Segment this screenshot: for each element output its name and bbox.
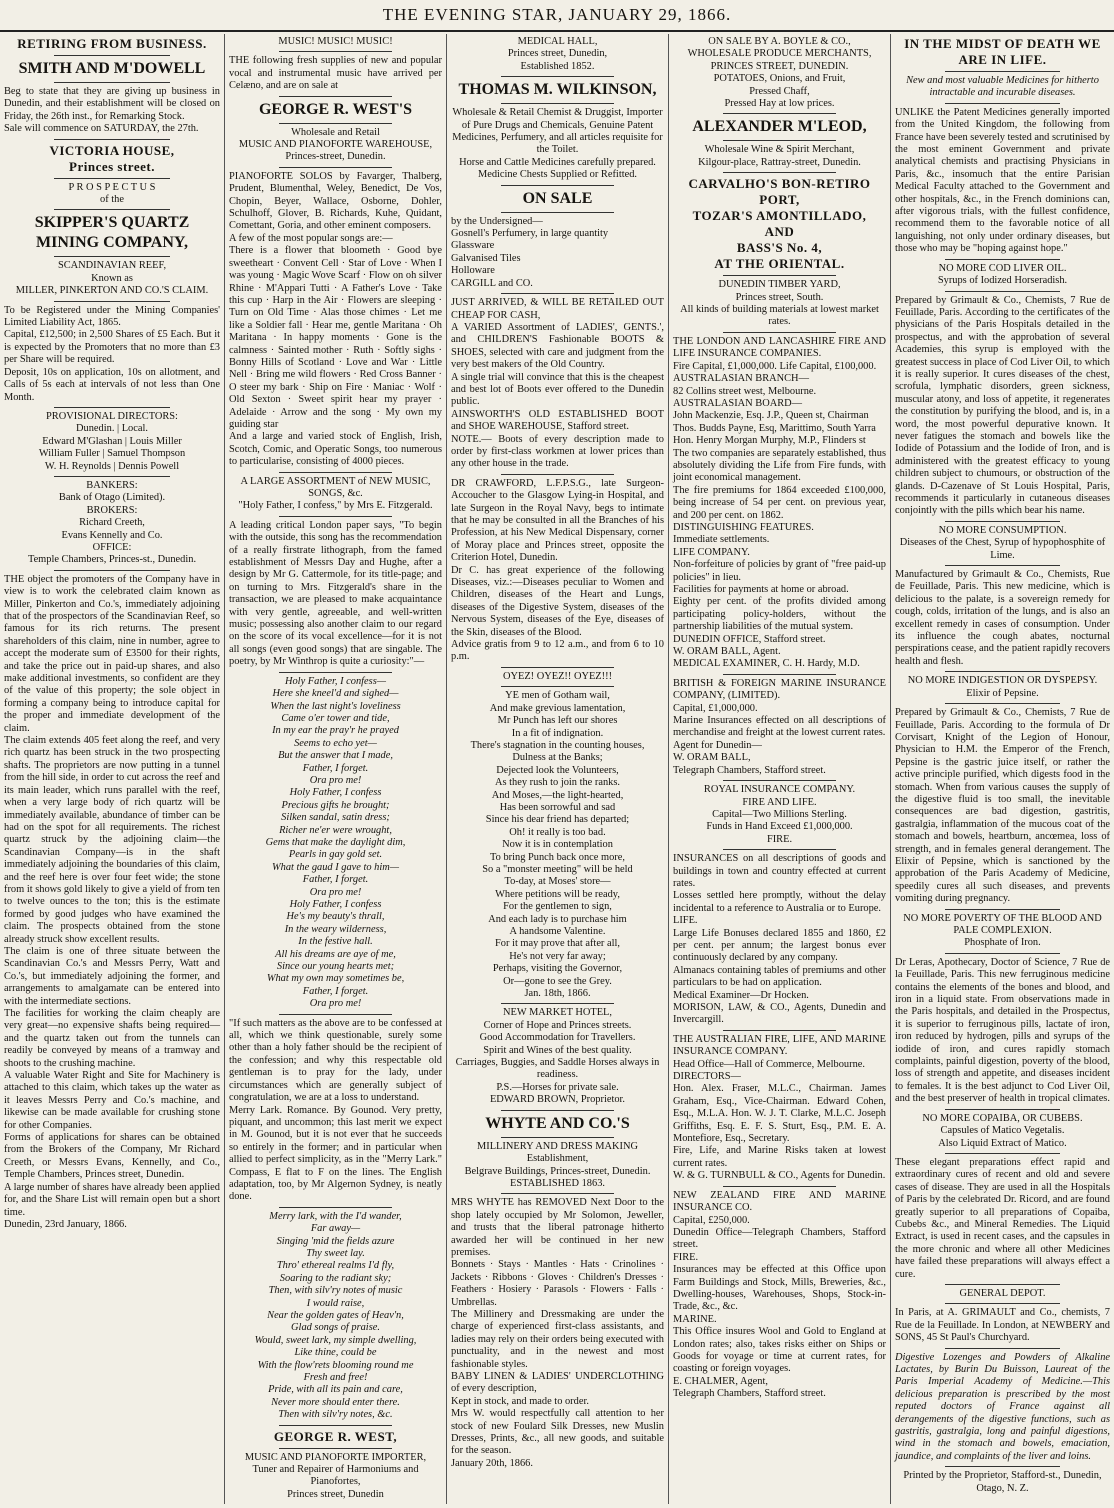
newspaper-columns [0,34,1114,1504]
article-block: DUNEDIN TIMBER YARD, Princes street, South. All kinds of building materials at lowest market rates. [680,279,879,328]
article-block: GENERAL DEPOT. [959,1287,1046,1299]
column-3 [447,34,669,1504]
column-rule [723,674,836,675]
article-block: THE AUSTRALIAN FIRE, LIFE, AND MARINE INSURANCE COMPANY. Head Office—Hall of Commerce, Melbourne. DIRECTORS— Hon. Alex. Fraser, M.L.C., Chairman. James Graham, Esq., Vice-Chairman. Edward Cohen, Esq., M.L.A. Hon. W. J. T. Clarke, M.L.C. Joseph Griffiths, Esq. E. F. S. Sturt, Esq., P.M. E. A. Montefiore, Esq., Secretary. Fire, Life, and Marine Risks taken at lowest current rates. W. & G. TURNBULL & CO., Agents for Dunedin. [673,1033,886,1182]
column-rule [501,1137,614,1138]
article-block: BRITISH & FOREIGN MARINE INSURANCE COMPANY, (LIMITED). Capital, £1,000,000. Marine Insurances effected on all descriptions of merchandise and freight at the lowest current rates. Agent for Dunedin— W. ORAM BALL, Telegraph Chambers, Stafford street. [673,677,886,776]
column-rule [279,96,392,97]
article-block: YE men of Gotham wail, And make grevious lamentation, Mr Punch has left our shores In a fit of indignation. There's stagnation in the counting houses, Dulness at the Banks; Dejected look the Volunteers, As they rush to join the ranks. And Moses,—the light-hearted, Has been sorrowful and sad Since his dear friend has departed; Oh! it really is too bad. Now it is in contemplation To bring Punch back once more, So a "monster meeting" will be held To-day, at Moses' store— Where petitions will be ready, For the gentlemen to sign, And each lady is to purchase him A handsome Valentine. For it may prove that after all, He's not very far away; Perhaps, visiting the Governor, Or—gone to see the Grey. Jan. 18th, 1866. [470,690,645,1000]
column-rule [279,472,392,473]
article-block: PIANOFORTE SOLOS by Favarger, Thalberg, Prudent, Blumenthal, Weley, Benedict, De Vos, Chopin, Beyer, Wallace, Osborne, Dohler, Schulhoff, Glover, B. Richards, Kuhe, Quidant, Comettant, Goria, and other eminent composers. A few of the most popular songs are:— There is a flower that bloometh · Good bye sweetheart · Convent Cell · Star of Love · When I was young · Magic Wove Scarf · Flow on oh silver Rhine · M'Appari Tutti · A Father's Love · Take this cup · Harp in the Air · Flowers are sleeping · Turn on Old Time · Alas those chimes · Let me like a Soldier fall · Hear me, gentle Maritana · Oh Maritana · In happy moments · Gone is the calmness · Sainted mother · Ruth · Softly sighs · Bonny Hills of Scotland · Love and War · Little Nell · Bring me wild flowers · Red Cross Banner · O steer my bark · Ship on Fire · Maniac · Wolf · Old Sexton · Sweet spirit hear my prayer · Adelaide · Arrow and the song · My own my guiding star And a large and varied stock of English, Irish, Scotch, Comic, and Operatic Songs, too numerous to particularise, consisting of 4000 pieces. [229,170,442,468]
article-block: NO MORE COPAIBA, OR CUBEBS. Capsules of Matico Vegetalis. Also Liquid Extract of Matico. [922,1112,1083,1149]
column-rule [501,76,614,77]
article-block: A leading critical London paper says, "To begin with the outside, this song has the recommendation of a really firstrate lithograph, from the famed establishment of Messrs Day and Hughe, after a design by Mr G. Cattermole, for its title-page; and on turning to Mrs. Fitzgerald's share in the transaction, we are pleased to make acquaintance with very gentle, agreeable, and well-written music; possessing also another claim to our regard on the score of its vocal excellence—for it is not all songs (even good songs) that are singable. The poetry, by Mr Winthrop is quite a curiosity:"— [229,519,442,668]
column-rule [945,259,1060,260]
column-rule [723,275,836,276]
article-block: Merry lark, with the I'd wander, Far away— Singing 'mid the fields azure Thy sweet lay. Thro' ethereal realms I'd fly, Soaring to the radiant sky; Then, with silv'ry notes of music I would raise, Near the golden gates of Heav'n, Glad songs of praise. Would, sweet lark, my simple dwelling, Like thine, could be With the flow'rets blooming round me Fresh and free! Pride, with all its pain and care, Never more should enter there. Then with silv'ry notes, &c. [254,1210,417,1421]
article-block: Wholesale and Retail MUSIC AND PIANOFORTE WAREHOUSE, Princes-street, Dunedin. [238,126,433,163]
column-rule [945,1348,1060,1349]
column-rule [723,332,836,333]
column-rule [501,185,614,186]
column-rule [279,516,392,517]
column-rule [279,123,392,124]
article-block: MILLINERY AND DRESS MAKING Establishment, Belgrave Buildings, Princes-street, Dunedin. ESTABLISHED 1863. [464,1140,651,1189]
column-rule [945,909,1060,910]
column-rule [945,291,1060,292]
column-rule [279,1425,392,1426]
article-block: ON SALE [522,189,593,207]
column-rule [54,55,170,56]
article-block: THE following fresh supplies of new and popular vocal and instrumental music have arrived per Celæno, and are on sale at [229,55,442,92]
column-rule [723,140,836,141]
article-block: ROYAL INSURANCE COMPANY. FIRE AND LIFE. Capital—Two Millions Sterling. Funds in Hand Exceed £1,000,000. FIRE. [703,784,856,845]
column-rule [501,212,614,213]
article-block: Wholesale & Retail Chemist & Druggist, Importer of Pure Drugs and Chemicals, Genuine Patent Medicines, Perfumery, and all articles requisite for the Toilet. Horse and Cattle Medicines carefully prepared. Medicine Chests Supplied or Refitted. [452,107,663,181]
column-rule [945,1153,1060,1154]
article-block: THOMAS M. WILKINSON, [458,81,657,99]
article-block: Holy Father, I confess— Here she kneel'd and sighed— When the last night's loveliness Came o'er tower and tide, In my ear the pray'r he prayed Seems to echo yet— But the answer that I made, Father, I forget. Ora pro me! Holy Father, I confess Precious gifts he brought; Silken sandal, satin dress; Richer ne'er were wrought, Gems that make the daylight dim, Pearls in gay gold set. What the gaud I gave to him— Father, I forget. Ora pro me! Holy Father, I confess He's my beauty's thrall, In the weary wilderness, In the festive hall. All his dreams are aye of me, Since our young hearts met; What my own may sometimes be, Father, I forget. Ora pro me! [265,675,406,1010]
article-block: NEW ZEALAND FIRE AND MARINE INSURANCE CO. Capital, £250,000. Dunedin Office—Telegraph Chambers, Stafford street. FIRE. Insurances may be effected at this Office upon Farm Buildings and Stock, Mills, Breweries, &c., Dwelling-houses, Warehouses, Shops, Stock-in-Trade, &c., &c. MARINE. This Office insures Wool and Gold to England at London rates; also, takes risks either on Ships or Goods for voyage or time at current rates, for coasting or foreign voyages. E. CHALMER, Agent, Telegraph Chambers, Stafford street. [673,1189,886,1400]
article-block: A LARGE ASSORTMENT of NEW MUSIC, SONGS, &c. "Holy Father, I confess," by Mrs E. Fitzgerald. [238,475,433,512]
article-block: RETIRING FROM BUSINESS. [17,36,207,51]
article-block: SMITH AND M'DOWELL [18,60,206,77]
article-block: CARVALHO'S BON-RETIRO PORT, TOZAR'S AMONTILLADO, AND BASS'S No. 4, AT THE ORIENTAL. [688,176,871,272]
column-rule [279,1207,392,1208]
column-rule [945,1284,1060,1285]
column-rule [723,1030,836,1031]
article-block: DR CRAWFORD, L.F.P.S.G., late Surgeon-Accoucher to the Glasgow Lying-in Hospital, and late Surgeon in the Royal Navy, begs to intimate that he may be consulted in all the Branches of his Profession, at his New Medical Dispensary, corner of Moray place and Princes street, opposite the Criterion Hotel, Dunedin. Dr C. has great experience of the following Diseases, viz.:—Diseases peculiar to Women and Children, diseases of the Heart and Lungs, diseases of the Digestive System, diseases of the Nervous System, diseases of the Eye, diseases of the Skin, diseases of the Blood. Advice gratis from 9 to 12 a.m., and from 6 to 10 p.m. [451,477,664,663]
article-block: UNLIKE the Patent Medicines generally imported from the United Kingdom, the following from France have been severely tested and scrutinised by the most eminent Government and private analytical chemists and practising Physicians in Paris, &c., insomuch that the entire Parisian Medical Faculty attached to the Government and other hospitals, &c., in the French dominions can, after vigorous trials, with the fullest confidence, recommend them to the favorable notice of all languishing, not only under ordinary diseases, but those who may be "hoping against hope." [895,106,1110,255]
article-block: OYEZ! OYEZ!! OYEZ!!! [502,670,613,682]
article-block: NO MORE INDIGESTION OR DYSPEPSY. Elixir of Pepsine. [907,675,1098,699]
article-block: THE object the promoters of the Company have in view is to work the celebrated claim known as Miller, Pinkerton and Co.'s, immediately adjoining that of the prospectors of the Scandinavian Reef, so famous for its rich returns. The present shareholders of this claim, nine in number, agree to accept the moderate sum of £3500 for their rights, and take the price out in paid-up shares, and also make additional investments, so confident are they of the value of this property; the sole object in forming a company being to introduce capital for the proper and immediate development of the claim. The claim extends 405 feet along the reef, and very rich quartz has been struck in the two prospecting shafts. The proprietors are now putting in a tunnel from the hill side, in order to cut across the reef and its main leader, which runs parallel with the reef, when a very large body of rich quartz will be immediately available, abundance of timber can be had on the spot for all requirements. The richest quartz struck by the adjoining claim—the Scandinavian Company—is in the shaft immediately adjoining the boundaries of this claim, and the reef here is over four feet wide; the stone from it shows gold likely to give a yield of from ten to twelve ounces to the ton; this is the estimate formed by good judges who have examined the claim. The prospects obtained from the stone already struck show excellent results. The claim is one of three situate between the Scandinavian Co.'s and Messrs Perry, Watt and Co.'s, but immediately adjoining the former, and arrangements to amalgamate can be entered into with the intermediate sections. The facilities for working the claim cheaply are very great—no expensive shafts being required—and the quartz taken out from the tunnels can readily be conveyed by means of a tramway and shoots to the crushing machine. A valuable Water Right and Site for Machinery is attached to this claim, which takes up the water as it leaves Messrs Perry and Co.'s machine, and likewise can be made available for crushing stone for other Companies. Forms of applications for shares can be obtained from the Brokers of the Company, Mr Richard Creeth, or Messrs Evans, Kennelly, and Co., Temple Chambers, Princes street, Dunedin. A large number of shares have already been applied for, and the Share List will remain open but a short time. Dunedin, 23rd January, 1866. [4,573,220,1230]
article-block: THE LONDON AND LANCASHIRE FIRE AND LIFE INSURANCE COMPANIES. Fire Capital, £1,000,000. Life Capital, £100,000. AUSTRALASIAN BRANCH— 82 Collins street west, Melbourne. AUSTRALASIAN BOARD— John Mackenzie, Esq. J.P., Queen st, Chairman Thos. Budds Payne, Esq, Marittimo, South Yarra Hon. Henry Morgan Murphy, M.P., Flinders st The two companies are separately established, thus absolutely dividing the Life from Fire funds, with joint economical management. The fire premiums for 1864 exceeded £100,000, being increase of 54 per cent. on previous year, and 200 per cent. on 1862. DISTINGUISHING FEATURES. Immediate settlements. LIFE COMPANY. Non-forfeiture of policies by grant of "free paid-up policies" in lieu. Facilities for payments at home or abroad. Eighty per cent. of the profits divided among participating policy-holders, without the partnership liabilities of the mutual system. DUNEDIN OFFICE, Stafford street. W. ORAM BALL, Agent. MEDICAL EXAMINER, C. H. Hardy, M.D. [673,335,886,670]
column-rule [279,1448,392,1449]
article-block: Beg to state that they are giving up business in Dunedin, and their establishment will be closed on Friday, the 26th inst., for Remarking Stock. Sale will commence on SATURDAY, the 27th. [4,86,220,135]
article-block: Prepared by Grimault & Co., Chemists, 7 Rue de Feuillade, Paris. According to the formula of Dr Corvisart, Knight of the Legion of Honour, Physician to H.M. the Emperor of the French, Pepsine is the gastric juice itself, or rather the active principle purified, which digests food in the stomach. When from various causes the supply of the digestive fluid is too small, the inevitable consequences are bad digestion, gastritis, gastralgia, inflammation of the mucous coat of the stomach and bowels, heartburn, ancœmea, loss of strength, and in females general derangement. The Elixir of Pepsine, which is sanctioned by the approbation of the Paris Academy of Medicine, speedily cures all such diseases, and prevents vomiting during pregnancy. [895,707,1110,905]
column-rule [945,521,1060,522]
article-block: Manufactured by Grimault & Co., Chemists, Rue de Feuillade, Paris. This new medicine, which is delicious to the palate, is a sovereign remedy for cough, colds, irritation of the lungs, and is also an excellent remedy in cases of consumption. Under its influence the cough abates, nocturnal perspirations cease, and the patient rapidly recovers health and flesh. [895,569,1110,667]
article-block: GEORGE R. WEST'S [258,100,413,118]
column-rule [723,780,836,781]
article-block: MRS WHYTE has REMOVED Next Door to the shop lately occupied by Mr Solomon, Jeweller, and trusts that the liberal patronage hitherto awarded her will be continued in her new premises. Bonnets · Stays · Mantles · Hats · Crinolines · Jackets · Ribbons · Gloves · Children's Dresses · Feathers · Hosiery · Parasols · Flowers · Falls · Umbrellas. The Millinery and Dressmaking are under the charge of experienced first-class assistants, and ladies may rely on their orders being executed with punctuality, and in the newest and most fashionable styles. BABY LINEN & LADIES' UNDERCLOTHING of every description, Kept in stock, and made to order. Mrs W. would respectfully call attention to her stock of new Foulard Silk Dresses, new Muslin Dresses, Prints, &c., all new goods, and suitable for the season. January 20th, 1866. [451,1197,664,1469]
column-rule [945,1109,1060,1110]
article-block: Wholesale Wine & Spirit Merchant, Kilgour-place, Rattray-street, Dunedin. [698,144,861,168]
article-block: To be Registered under the Mining Companies' Limited Liability Act, 1865. Capital, £12,500; in 2,500 Shares of £5 Each. But it is expected by the Promoters that no more than £3 per Share will be required. Deposit, 10s on application, 10s on allotment, and Calls of 5s each at intervals of not less than One Month. [4,304,220,403]
column-rule [279,51,392,52]
column-rule [945,71,1060,72]
article-block: BANKERS: Bank of Otago (Limited). BROKERS: Richard Creeth, Evans Kennelly and Co. OFFICE: Temple Chambers, Princes-st., Dunedin. [27,479,197,566]
column-rule [279,1014,392,1015]
article-block: SCANDINAVIAN REEF, Known as MILLER, PINKERTON AND CO.'S CLAIM. [15,260,209,297]
column-rule [501,293,614,294]
article-block: NO MORE POVERTY OF THE BLOOD AND PALE COMPLEXION. Phosphate of Iron. [903,912,1102,949]
column-rule [723,1186,836,1187]
article-block: MEDICAL HALL, Princes street, Dunedin, Established 1852. [507,36,608,72]
article-block: SKIPPER'S QUARTZ MINING COMPANY, [34,214,190,252]
masthead: THE EVENING STAR, JANUARY 29, 1866. [0,0,1114,32]
column-rule [945,565,1060,566]
article-block: JUST ARRIVED, & WILL BE RETAILED OUT CHEAP FOR CASH, A VARIED Assortment of LADIES', GENTS.', and CHILDREN'S Fashionable BOOTS & SHOES, selected with care and judgment from the very best makers of the Old Country. A single trial will convince that this is the cheapest and best lot of Boots ever offered to the Dunedin public. AINSWORTH'S OLD ESTABLISHED BOOT and SHOE WAREHOUSE, Stafford street. NOTE.— Boots of every description made to order by first-class workmen at lower prices than any other house in the trade. [451,297,664,470]
article-block: New and most valuable Medicines for hitherto intractable and incurable diseases. [906,75,1099,99]
column-rule [945,671,1060,672]
article-block: P R O S P E C T U S of the [68,181,156,206]
column-rule [54,301,170,302]
article-block: NO MORE CONSUMPTION. Diseases of the Chest, Syrup of hypophosphite of Lime. [899,524,1106,561]
article-block: Prepared by Grimault & Co., Chemists, 7 Rue de Feuillade, Paris. According to the certificates of the physicians of the Paris Hospitals detailed in the prospectus, and with the approbation of several Academies, this syrup is employed with the greatest success in place of Cod Liver Oil, to which it is really superior. It cures diseases of the chest, scrofula, lymphatic disorders, green sickness, muscular atony, and loss of appetite, it regenerates the constitution by purifying the blood, and is, in a word, the most powerful depurative known. It never fatigues the stomach and bowels like the Iodide of Potassium and the Iodide of Iron, and is administered with the greatest efficacy to young children subject to chumours, or obstruction of the glands. D-Cazenave of St Louis Hospital, Paris, recommends it particularly in cutaneous diseases conjointly with the pills which bear his name. [895,294,1110,517]
column-2 [225,34,447,1504]
column-rule [54,570,170,571]
column-rule [945,1303,1060,1304]
column-4 [669,34,891,1504]
article-block: MUSIC AND PIANOFORTE IMPORTER, Tuner and Repairer of Harmoniums and Pianofortes, Princes street, Dunedin [244,1451,427,1500]
column-rule [54,407,170,408]
article-block: IN THE MIDST OF DEATH WE ARE IN LIFE. [904,36,1101,67]
column-rule [54,256,170,257]
article-block: by the Undersigned— Gosnell's Perfumery, in large quantity Glassware Galvanised Tiles Holloware CARGILL and CO. [451,215,609,289]
article-block: NO MORE COD LIVER OIL. Syrups of Iodized Horseradish. [937,262,1068,287]
article-block: ALEXANDER M'LEOD, [692,118,867,136]
article-block: "If such matters as the above are to be confessed at all, which we think questionable, surely some other than a holy father should be the recipient of the confession; and why this respectable old gentleman is to pray for the lady, under circumstances which are generally subject of congratulation, we are at a loss to understand. Merry Lark. Romance. By Gounod. Very pretty, piquant, and uncommon; this last merit we expect in M. Gounod, but it is not ever that he succeeds so entirely in the former; and in particular when allied to perfect simplicity, as in the "Merry Lark." Compass, E flat to F on the lines. The English adaptation, too, by Mr Algernon Sydney, is neatly done. [229,1017,442,1203]
article-block: These elegant preparations effect rapid and extraordinary cures of recent and old and severe cases of disease. They are used in all the Hospitals of Paris by the celebrated Dr. Ricord, and are found greatly superior to all preparations of Copaiba, Cubebs &c., and Mineral Remedies. The Liquid Extract, is used in recent cases, and the capsules in the more chronic and where all other Medicines have failed these preparations will always effect a cure. [895,1156,1110,1280]
column-rule [54,476,170,477]
column-5 [891,34,1114,1504]
article-block: WHYTE AND CO.'S [485,1114,630,1132]
column-rule [501,474,614,475]
article-block: GEORGE R. WEST, [273,1428,398,1444]
article-block: Printed by the Proprietor, Stafford-st., Dunedin, Otago, N. Z. [903,1470,1102,1494]
article-block: PROVISIONAL DIRECTORS: Dunedin. | Local. Edward M'Glashan | Louis Miller William Fuller | Samuel Thompson W. H. Reynolds | Dennis Powell [38,410,186,472]
article-block: MUSIC! MUSIC! MUSIC! [278,36,393,47]
article-block: Dr Leras, Apothecary, Doctor of Science, 7 Rue de la Feuillade, Paris. This new ferruginous medicine contains the elements of the bones and blood, and iron in a liquid state. From observations made in the Paris hospitals, and detailed in the Prospectus, it is superior to ferruginous pills, lactate of iron, iron reduced by hydrogen, pills and syrups of the iodide of iron, and cures rapidly stomach complaints, painful digestion, poverty of the blood, loss of strength and appetite, and diseases incident to females. It is the best adjunct to Cod Liver Oil, and the best preserver of health in tropical climates. [895,956,1110,1105]
column-rule [723,113,836,114]
column-rule [54,178,170,179]
column-rule [723,849,836,850]
article-block: NEW MARKET HOTEL, Corner of Hope and Princes streets. Good Accommodation for Travellers. Spirit and Wines of the best quality. Carriages, Buggies, and Saddle Horses always in readiness. P.S.—Horses for private sale. EDWARD BROWN, Proprietor. [455,1007,660,1106]
article-block: Digestive Lozenges and Powders of Alkaline Lactates, by Burin Du Buisson, Laureat of the Paris Imperial Academy of Medicine.—This delicious preparation is prescribed by the most reputed doctors of France against all derangements of the digestive functions, such as gastritis, gastralgia, long and painful digestions, wind in the stomach and bowels, emaciation, jaundice, and complaints of the liver and loins. [895,1351,1110,1462]
column-1 [0,34,225,1504]
column-rule [723,172,836,173]
column-rule [54,139,170,140]
column-rule [501,1003,614,1004]
column-rule [279,672,392,673]
column-rule [501,1193,614,1194]
column-rule [501,103,614,104]
article-block: ON SALE BY A. BOYLE & CO., WHOLESALE PRODUCE MERCHANTS, PRINCES STREET, DUNEDIN. POTATOES, Onions, and Fruit, Pressed Chaff, Pressed Hay at low prices. [687,36,872,110]
article-block: INSURANCES on all descriptions of goods and buildings in town and country effected at current rates. Losses settled here promptly, without the delay incidental to a reference to Australia or to Europe. LIFE. Large Life Bonuses declared 1855 and 1860, £2 per cent. per annum; the largest bonus ever continuously declared by any company. Almanacs containing tables of premiums and other particulars to be had on application. Medical Examiner—Dr Hocken. MORISON, LAW, & CO., Agents, Dunedin and Invercargill. [673,853,886,1026]
column-rule [945,953,1060,954]
column-rule [945,103,1060,104]
column-rule [501,1110,614,1111]
column-rule [501,667,614,668]
column-rule [501,686,614,687]
column-rule [279,167,392,168]
column-rule [945,1466,1060,1467]
article-block: In Paris, at A. GRIMAULT and Co., chemists, 7 Rue de la Feuillade. In London, at NEWBERY and SONS, 45 St Paul's Churchyard. [895,1307,1110,1344]
article-block: VICTORIA HOUSE, Princes street. [49,142,175,174]
column-rule [54,82,170,83]
column-rule [945,703,1060,704]
column-rule [54,209,170,210]
